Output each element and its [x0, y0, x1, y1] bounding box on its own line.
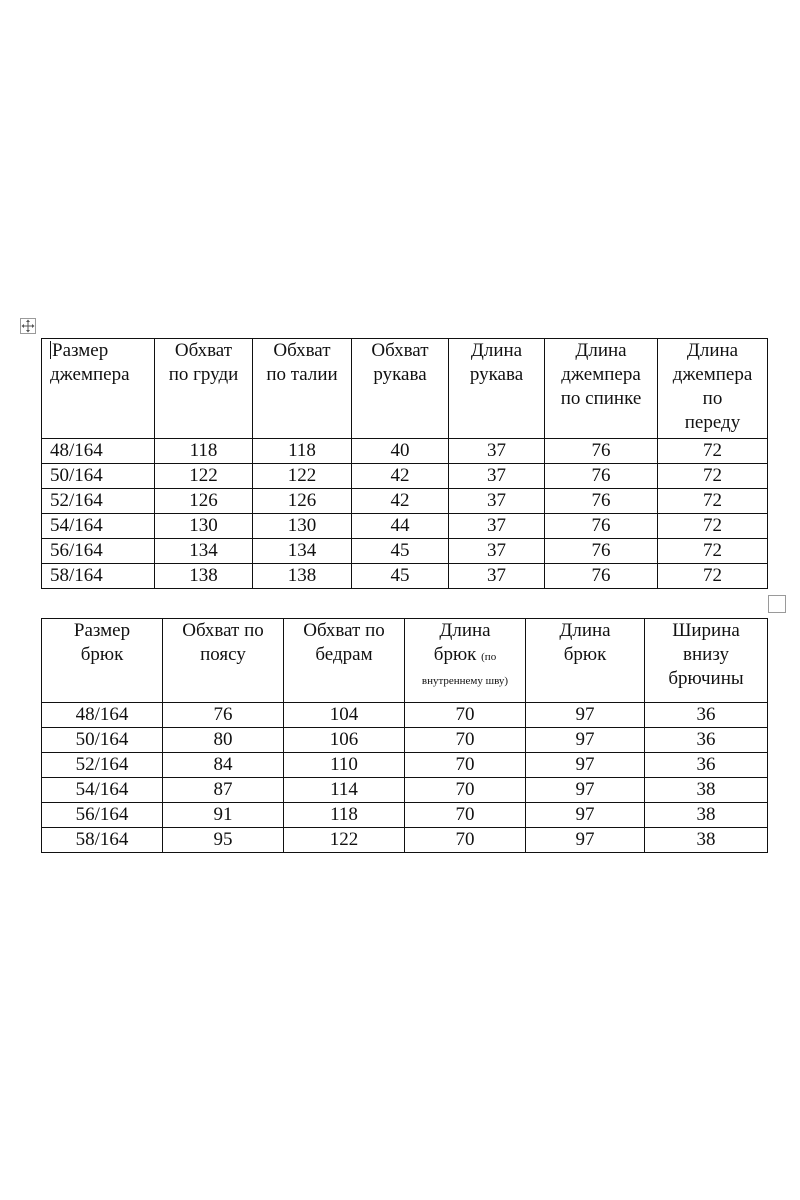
table-row — [42, 703, 768, 728]
trousers-header-waist: Обхват по поясу — [163, 619, 284, 703]
measure-cell: 40 — [352, 439, 449, 464]
measure-cell: 76 — [545, 514, 658, 539]
table-row — [42, 464, 768, 489]
measure-cell: 72 — [658, 539, 768, 564]
measure-cell: 95 — [163, 828, 284, 853]
size-cell: 48/164 — [42, 439, 155, 464]
measure-cell: 70 — [405, 803, 526, 828]
measure-cell: 106 — [284, 728, 405, 753]
jumper-header-sleeve-girth: Обхват рукава — [352, 339, 449, 439]
measure-cell: 110 — [284, 753, 405, 778]
table-row — [42, 778, 768, 803]
measure-cell: 38 — [645, 828, 768, 853]
measure-cell: 76 — [545, 464, 658, 489]
jumper-size-table — [41, 338, 768, 589]
measure-cell: 104 — [284, 703, 405, 728]
measure-cell: 37 — [449, 514, 545, 539]
measure-cell: 42 — [352, 464, 449, 489]
measure-cell: 76 — [163, 703, 284, 728]
size-cell: 56/164 — [42, 539, 155, 564]
measure-cell: 37 — [449, 464, 545, 489]
size-cell: 50/164 — [42, 464, 155, 489]
trousers-header-inseam-length: Длина брюк (по внутреннему шву) — [405, 619, 526, 703]
measure-cell: 97 — [526, 753, 645, 778]
measure-cell: 70 — [405, 778, 526, 803]
size-cell: 58/164 — [42, 828, 163, 853]
measure-cell: 118 — [284, 803, 405, 828]
measure-cell: 76 — [545, 564, 658, 589]
jumper-header-sleeve-length: Длина рукава — [449, 339, 545, 439]
measure-cell: 76 — [545, 439, 658, 464]
measure-cell: 126 — [155, 489, 253, 514]
jumper-header-size[interactable]: Размер джемпера — [42, 339, 155, 439]
size-cell: 54/164 — [42, 778, 163, 803]
measure-cell: 37 — [449, 439, 545, 464]
size-cell: 58/164 — [42, 564, 155, 589]
table-row — [42, 439, 768, 464]
measure-cell: 76 — [545, 539, 658, 564]
measure-cell: 70 — [405, 703, 526, 728]
measure-cell: 37 — [449, 539, 545, 564]
measure-cell: 36 — [645, 753, 768, 778]
measure-cell: 45 — [352, 564, 449, 589]
table-row — [42, 514, 768, 539]
table-row — [42, 828, 768, 853]
table-move-icon[interactable] — [20, 318, 36, 334]
size-cell: 56/164 — [42, 803, 163, 828]
measure-cell: 122 — [155, 464, 253, 489]
table-resize-handle[interactable] — [768, 595, 786, 613]
measure-cell: 97 — [526, 803, 645, 828]
measure-cell: 38 — [645, 778, 768, 803]
measure-cell: 118 — [253, 439, 352, 464]
measure-cell: 37 — [449, 489, 545, 514]
trousers-header-size: Размер брюк — [42, 619, 163, 703]
measure-cell: 118 — [155, 439, 253, 464]
size-cell: 52/164 — [42, 753, 163, 778]
measure-cell: 97 — [526, 828, 645, 853]
measure-cell: 114 — [284, 778, 405, 803]
table-row — [42, 539, 768, 564]
inseam-note: (по внутреннему шву) — [421, 651, 509, 688]
size-cell: 48/164 — [42, 703, 163, 728]
measure-cell: 80 — [163, 728, 284, 753]
measure-cell: 130 — [155, 514, 253, 539]
measure-cell: 42 — [352, 489, 449, 514]
table-row — [42, 803, 768, 828]
measure-cell: 38 — [645, 803, 768, 828]
jumper-header-front-length: Длина джемпера по переду — [658, 339, 768, 439]
measure-cell: 72 — [658, 439, 768, 464]
measure-cell: 122 — [284, 828, 405, 853]
measure-cell: 134 — [253, 539, 352, 564]
measure-cell: 36 — [645, 728, 768, 753]
table-row — [42, 753, 768, 778]
measure-cell: 70 — [405, 828, 526, 853]
measure-cell: 70 — [405, 728, 526, 753]
measure-cell: 134 — [155, 539, 253, 564]
trousers-header-hem-width: Ширина внизу брючины — [645, 619, 768, 703]
measure-cell: 72 — [658, 489, 768, 514]
table-row — [42, 489, 768, 514]
trousers-size-table — [41, 618, 768, 853]
trousers-header-length: Длина брюк — [526, 619, 645, 703]
measure-cell: 72 — [658, 514, 768, 539]
measure-cell: 70 — [405, 753, 526, 778]
measure-cell: 44 — [352, 514, 449, 539]
measure-cell: 91 — [163, 803, 284, 828]
measure-cell: 138 — [253, 564, 352, 589]
measure-cell: 87 — [163, 778, 284, 803]
size-cell: 50/164 — [42, 728, 163, 753]
measure-cell: 72 — [658, 464, 768, 489]
measure-cell: 37 — [449, 564, 545, 589]
measure-cell: 122 — [253, 464, 352, 489]
text-cursor — [50, 341, 51, 359]
size-cell: 54/164 — [42, 514, 155, 539]
move-arrows-icon — [21, 319, 35, 333]
measure-cell: 126 — [253, 489, 352, 514]
measure-cell: 130 — [253, 514, 352, 539]
jumper-header-waist: Обхват по талии — [253, 339, 352, 439]
measure-cell: 97 — [526, 703, 645, 728]
measure-cell: 76 — [545, 489, 658, 514]
measure-cell: 36 — [645, 703, 768, 728]
size-cell: 52/164 — [42, 489, 155, 514]
jumper-header-chest: Обхват по груди — [155, 339, 253, 439]
measure-cell: 97 — [526, 728, 645, 753]
trousers-header-hips: Обхват по бедрам — [284, 619, 405, 703]
jumper-header-row — [42, 339, 768, 439]
measure-cell: 72 — [658, 564, 768, 589]
measure-cell: 45 — [352, 539, 449, 564]
trousers-header-row — [42, 619, 768, 703]
measure-cell: 97 — [526, 778, 645, 803]
measure-cell: 84 — [163, 753, 284, 778]
jumper-header-back-length: Длина джемпера по спинке — [545, 339, 658, 439]
table-row — [42, 728, 768, 753]
measure-cell: 138 — [155, 564, 253, 589]
table-row — [42, 564, 768, 589]
